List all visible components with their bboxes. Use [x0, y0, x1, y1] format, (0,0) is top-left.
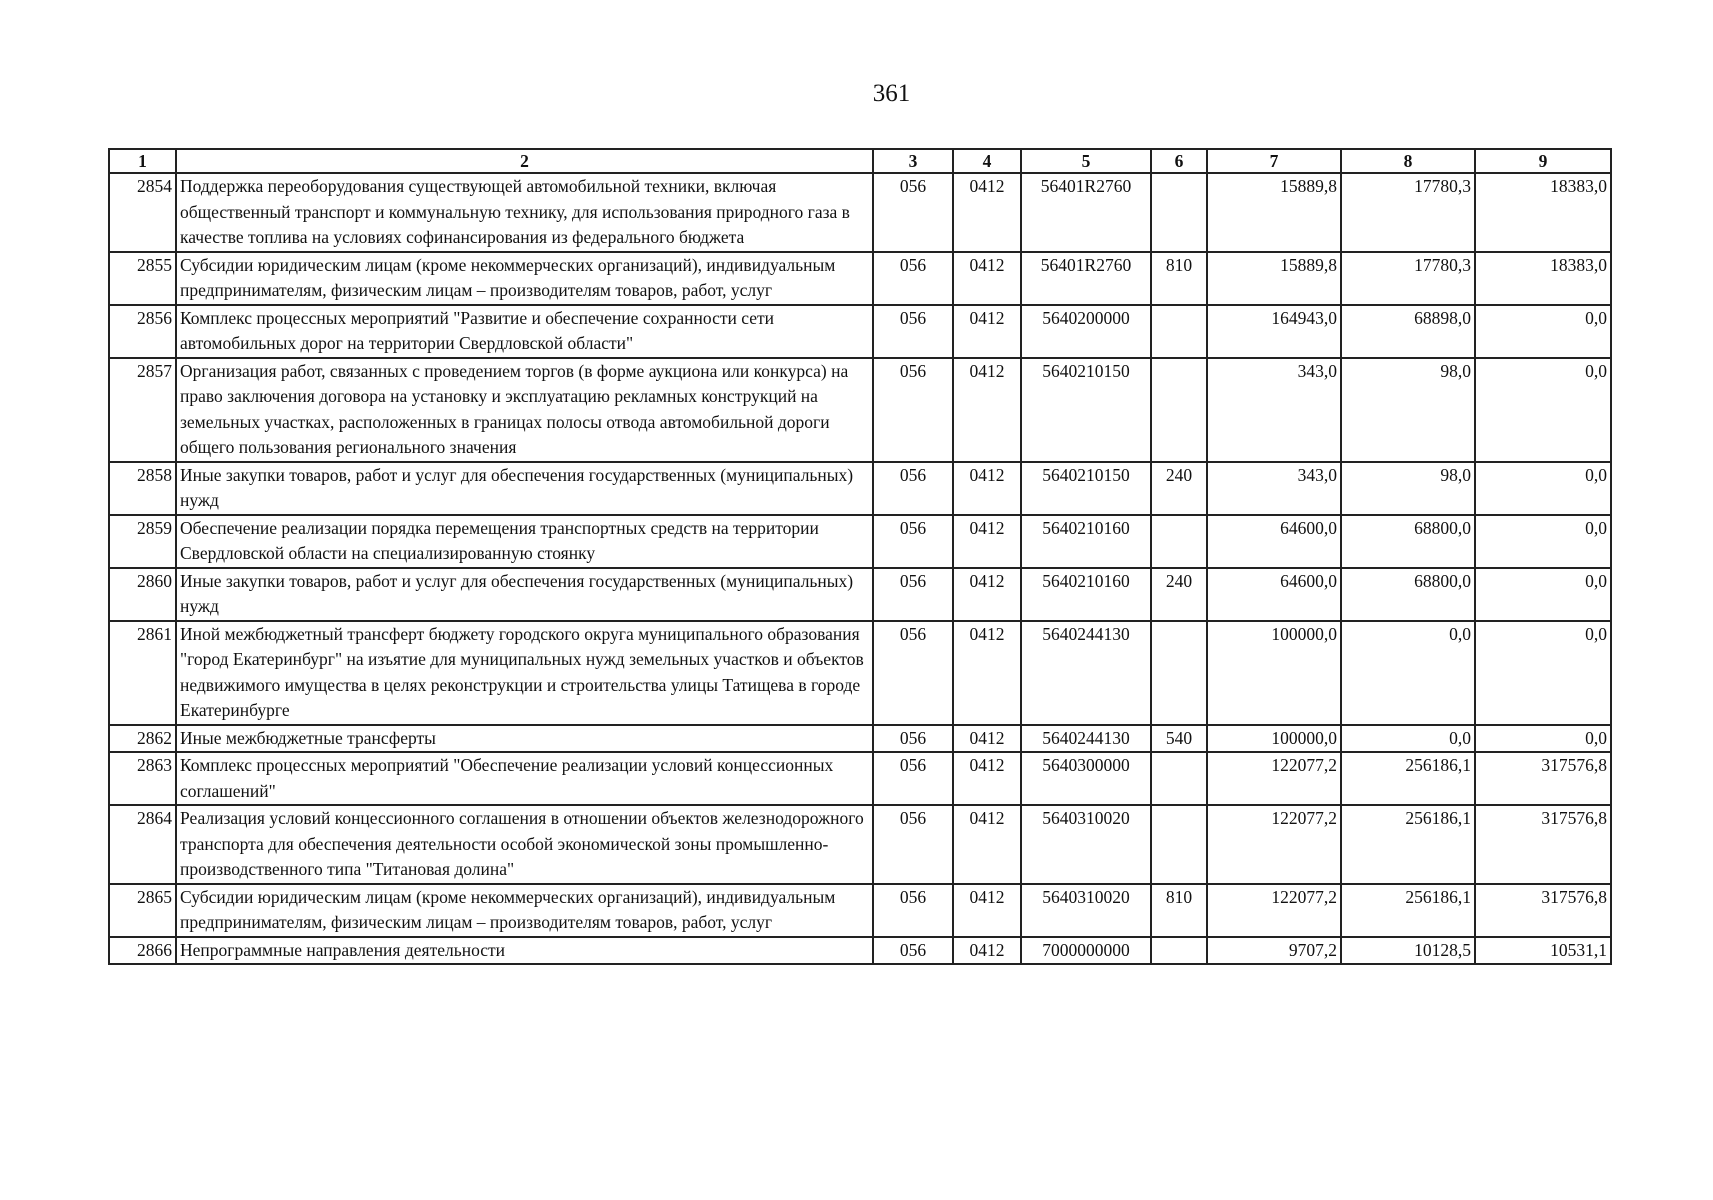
section-code-cell: 0412 — [953, 884, 1021, 937]
table-row — [109, 252, 1611, 305]
section-code-cell: 0412 — [953, 358, 1021, 462]
expense-type-cell: 540 — [1151, 725, 1207, 753]
column-header: 7 — [1207, 149, 1341, 173]
amount-col9-cell: 0,0 — [1475, 515, 1611, 568]
amount-col7-cell: 64600,0 — [1207, 568, 1341, 621]
amount-col9-cell: 317576,8 — [1475, 752, 1611, 805]
amount-col7-cell: 15889,8 — [1207, 252, 1341, 305]
expense-type-cell: 810 — [1151, 252, 1207, 305]
amount-col9-cell: 10531,1 — [1475, 937, 1611, 965]
expense-type-cell: 810 — [1151, 884, 1207, 937]
amount-col7-cell: 100000,0 — [1207, 621, 1341, 725]
row-name-cell: Субсидии юридическим лицам (кроме некоммерческих организаций), индивидуальным предпринимателям, физическим лицам – производителям товаров, работ, услуг — [176, 884, 873, 937]
row-number-cell: 2855 — [109, 252, 176, 305]
row-name-cell: Реализация условий концессионного соглашения в отношении объектов железнодорожного транспорта для обеспечения деятельности особой экономической зоны промышленно-производственного типа "Титановая долина" — [176, 805, 873, 884]
section-code-cell: 0412 — [953, 621, 1021, 725]
expense-type-cell — [1151, 937, 1207, 965]
section-code-cell: 0412 — [953, 305, 1021, 358]
row-number-cell: 2860 — [109, 568, 176, 621]
row-number-cell: 2863 — [109, 752, 176, 805]
expense-type-cell — [1151, 173, 1207, 252]
amount-col7-cell: 343,0 — [1207, 462, 1341, 515]
table-row — [109, 568, 1611, 621]
section-code-cell: 0412 — [953, 752, 1021, 805]
ministry-code-cell: 056 — [873, 515, 953, 568]
page-number: 361 — [872, 80, 911, 107]
ministry-code-cell: 056 — [873, 568, 953, 621]
table-row — [109, 725, 1611, 753]
expense-type-cell — [1151, 805, 1207, 884]
row-name-cell: Субсидии юридическим лицам (кроме некоммерческих организаций), индивидуальным предпринимателям, физическим лицам – производителям товаров, работ, услуг — [176, 252, 873, 305]
ministry-code-cell: 056 — [873, 725, 953, 753]
section-code-cell: 0412 — [953, 252, 1021, 305]
section-code-cell: 0412 — [953, 805, 1021, 884]
section-code-cell: 0412 — [953, 568, 1021, 621]
amount-col8-cell: 10128,5 — [1341, 937, 1475, 965]
amount-col8-cell: 17780,3 — [1341, 173, 1475, 252]
row-name-cell: Иные межбюджетные трансферты — [176, 725, 873, 753]
row-number-cell: 2858 — [109, 462, 176, 515]
target-code-cell: 5640210150 — [1021, 462, 1151, 515]
amount-col8-cell: 256186,1 — [1341, 752, 1475, 805]
amount-col8-cell: 68800,0 — [1341, 568, 1475, 621]
amount-col8-cell: 0,0 — [1341, 621, 1475, 725]
target-code-cell: 5640200000 — [1021, 305, 1151, 358]
table-row — [109, 937, 1611, 965]
amount-col8-cell: 98,0 — [1341, 462, 1475, 515]
amount-col8-cell: 68800,0 — [1341, 515, 1475, 568]
section-code-cell: 0412 — [953, 462, 1021, 515]
expense-type-cell — [1151, 621, 1207, 725]
ministry-code-cell: 056 — [873, 937, 953, 965]
expense-type-cell: 240 — [1151, 568, 1207, 621]
section-code-cell: 0412 — [953, 515, 1021, 568]
table-row — [109, 621, 1611, 725]
row-number-cell: 2862 — [109, 725, 176, 753]
row-name-cell: Иной межбюджетный трансферт бюджету городского округа муниципального образования "город Екатеринбург" на изъятие для муниципальных нужд земельных участков и объектов недвижимого имущества в целях реконструкции и строительства улицы Татищева в городе Екатеринбурге — [176, 621, 873, 725]
amount-col8-cell: 98,0 — [1341, 358, 1475, 462]
amount-col8-cell: 17780,3 — [1341, 252, 1475, 305]
table-row — [109, 884, 1611, 937]
column-header: 8 — [1341, 149, 1475, 173]
target-code-cell: 5640244130 — [1021, 621, 1151, 725]
amount-col9-cell: 0,0 — [1475, 621, 1611, 725]
amount-col7-cell: 164943,0 — [1207, 305, 1341, 358]
ministry-code-cell: 056 — [873, 358, 953, 462]
expense-type-cell — [1151, 752, 1207, 805]
table-row — [109, 805, 1611, 884]
ministry-code-cell: 056 — [873, 462, 953, 515]
amount-col7-cell: 122077,2 — [1207, 752, 1341, 805]
row-name-cell: Комплекс процессных мероприятий "Обеспечение реализации условий концессионных соглашений" — [176, 752, 873, 805]
row-number-cell: 2861 — [109, 621, 176, 725]
amount-col7-cell: 15889,8 — [1207, 173, 1341, 252]
target-code-cell: 5640310020 — [1021, 805, 1151, 884]
target-code-cell: 7000000000 — [1021, 937, 1151, 965]
ministry-code-cell: 056 — [873, 884, 953, 937]
amount-col9-cell: 317576,8 — [1475, 805, 1611, 884]
amount-col7-cell: 343,0 — [1207, 358, 1341, 462]
target-code-cell: 5640300000 — [1021, 752, 1151, 805]
amount-col9-cell: 0,0 — [1475, 725, 1611, 753]
table-row — [109, 752, 1611, 805]
target-code-cell: 5640210160 — [1021, 568, 1151, 621]
row-name-cell: Обеспечение реализации порядка перемещения транспортных средств на территории Свердловской области на специализированную стоянку — [176, 515, 873, 568]
expense-type-cell — [1151, 358, 1207, 462]
amount-col9-cell: 0,0 — [1475, 568, 1611, 621]
column-header: 5 — [1021, 149, 1151, 173]
column-header: 4 — [953, 149, 1021, 173]
row-number-cell: 2859 — [109, 515, 176, 568]
amount-col9-cell: 317576,8 — [1475, 884, 1611, 937]
target-code-cell: 56401R2760 — [1021, 173, 1151, 252]
section-code-cell: 0412 — [953, 725, 1021, 753]
ministry-code-cell: 056 — [873, 752, 953, 805]
row-name-cell: Организация работ, связанных с проведением торгов (в форме аукциона или конкурса) на право заключения договора на установку и эксплуатацию рекламных конструкций на земельных участках, расположенных в границах полосы отвода автомобильной дороги общего пользования регионального значения — [176, 358, 873, 462]
amount-col7-cell: 64600,0 — [1207, 515, 1341, 568]
budget-table — [108, 148, 1612, 965]
column-header: 2 — [176, 149, 873, 173]
amount-col8-cell: 256186,1 — [1341, 884, 1475, 937]
amount-col8-cell: 256186,1 — [1341, 805, 1475, 884]
column-header: 3 — [873, 149, 953, 173]
column-header: 9 — [1475, 149, 1611, 173]
ministry-code-cell: 056 — [873, 805, 953, 884]
row-number-cell: 2854 — [109, 173, 176, 252]
amount-col9-cell: 18383,0 — [1475, 173, 1611, 252]
row-number-cell: 2865 — [109, 884, 176, 937]
target-code-cell: 5640210150 — [1021, 358, 1151, 462]
amount-col7-cell: 122077,2 — [1207, 805, 1341, 884]
target-code-cell: 5640244130 — [1021, 725, 1151, 753]
table-body — [109, 173, 1611, 964]
table-row — [109, 462, 1611, 515]
section-code-cell: 0412 — [953, 173, 1021, 252]
section-code-cell: 0412 — [953, 937, 1021, 965]
header-row — [109, 149, 1611, 173]
amount-col9-cell: 18383,0 — [1475, 252, 1611, 305]
expense-type-cell — [1151, 515, 1207, 568]
target-code-cell: 5640210160 — [1021, 515, 1151, 568]
amount-col9-cell: 0,0 — [1475, 305, 1611, 358]
row-name-cell: Комплекс процессных мероприятий "Развитие и обеспечение сохранности сети автомобильных дорог на территории Свердловской области" — [176, 305, 873, 358]
table-row — [109, 173, 1611, 252]
ministry-code-cell: 056 — [873, 252, 953, 305]
row-name-cell: Непрограммные направления деятельности — [176, 937, 873, 965]
ministry-code-cell: 056 — [873, 305, 953, 358]
row-name-cell: Иные закупки товаров, работ и услуг для обеспечения государственных (муниципальных) нужд — [176, 568, 873, 621]
amount-col8-cell: 68898,0 — [1341, 305, 1475, 358]
row-name-cell: Иные закупки товаров, работ и услуг для обеспечения государственных (муниципальных) нужд — [176, 462, 873, 515]
amount-col9-cell: 0,0 — [1475, 358, 1611, 462]
ministry-code-cell: 056 — [873, 621, 953, 725]
amount-col7-cell: 9707,2 — [1207, 937, 1341, 965]
expense-type-cell: 240 — [1151, 462, 1207, 515]
row-number-cell: 2864 — [109, 805, 176, 884]
row-name-cell: Поддержка переоборудования существующей автомобильной техники, включая общественный транспорт и коммунальную технику, для использования природного газа в качестве топлива на условиях софинансирования из федерального бюджета — [176, 173, 873, 252]
target-code-cell: 5640310020 — [1021, 884, 1151, 937]
amount-col8-cell: 0,0 — [1341, 725, 1475, 753]
table-row — [109, 515, 1611, 568]
amount-col9-cell: 0,0 — [1475, 462, 1611, 515]
amount-col7-cell: 100000,0 — [1207, 725, 1341, 753]
column-header: 6 — [1151, 149, 1207, 173]
ministry-code-cell: 056 — [873, 173, 953, 252]
row-number-cell: 2866 — [109, 937, 176, 965]
target-code-cell: 56401R2760 — [1021, 252, 1151, 305]
expense-type-cell — [1151, 305, 1207, 358]
row-number-cell: 2857 — [109, 358, 176, 462]
table-row — [109, 305, 1611, 358]
table-row — [109, 358, 1611, 462]
column-header: 1 — [109, 149, 176, 173]
row-number-cell: 2856 — [109, 305, 176, 358]
amount-col7-cell: 122077,2 — [1207, 884, 1341, 937]
